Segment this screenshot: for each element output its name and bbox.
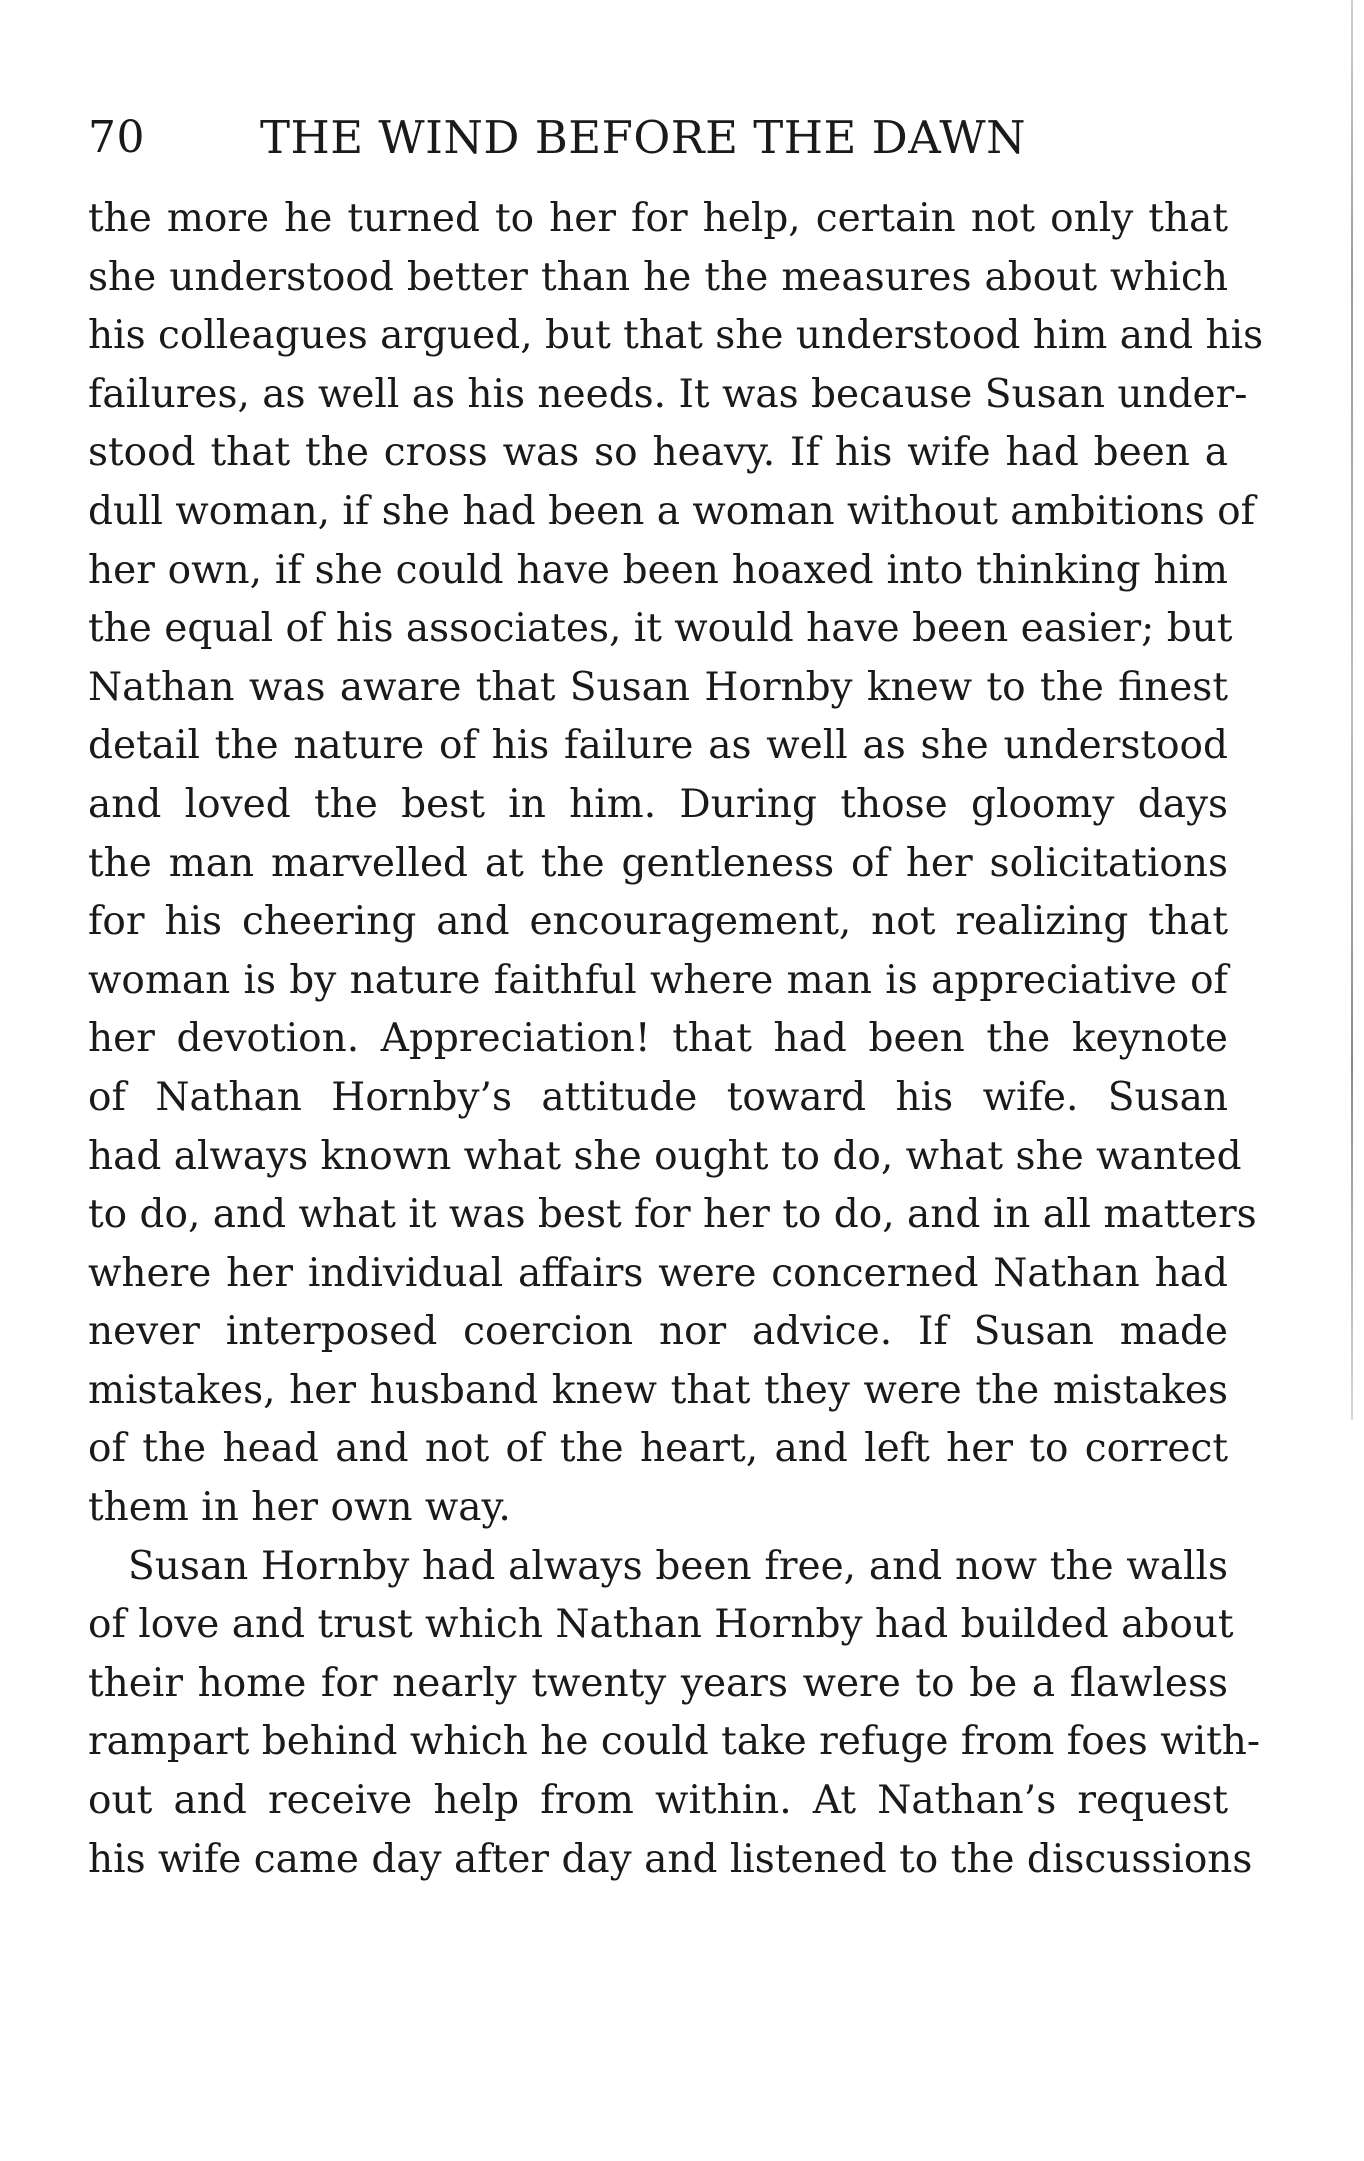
text-line-paragraph-end: them in her own way. <box>88 1485 511 1531</box>
text-line: the man marvelled at the gentleness of her solicitations <box>88 840 1228 886</box>
text-line: out and receive help from within. At Nathan’s request <box>88 1778 1228 1824</box>
text-line: her devotion. Appreciation! that had been the keynote <box>88 1016 1228 1062</box>
running-head <box>88 108 1228 168</box>
page-number: 70 <box>88 112 145 163</box>
text-line: Nathan was aware that Susan Hornby knew to the finest <box>88 664 1228 710</box>
text-line: never interposed coercion nor advice. If Susan made <box>88 1309 1228 1355</box>
text-line-paragraph-start: Susan Hornby had always been free, and now the walls <box>128 1543 1228 1589</box>
text-line: their home for nearly twenty years were to be a flawless <box>88 1660 1228 1706</box>
text-line: mistakes, her husband knew that they were the mistakes <box>88 1367 1228 1413</box>
text-line: her own, if she could have been hoaxed into thinking him <box>88 547 1228 593</box>
running-title: THE WIND BEFORE THE DAWN <box>260 111 1027 164</box>
text-line: had always known what she ought to do, what she wanted <box>88 1133 1242 1179</box>
text-line: the more he turned to her for help, certain not only that <box>88 196 1228 241</box>
text-line: where her individual affairs were concerned Nathan had <box>88 1250 1228 1296</box>
text-line: dull woman, if she had been a woman without ambitions of <box>88 488 1256 534</box>
text-line: rampart behind which he could take refuge from foes with- <box>88 1719 1261 1765</box>
text-line: stood that the cross was so heavy. If his wife had been a <box>88 430 1228 476</box>
text-line: his colleagues argued, but that she understood him and his <box>88 313 1264 359</box>
text-line: detail the nature of his failure as well as she understood <box>88 723 1228 769</box>
text-line: the equal of his associates, it would have been easier; but <box>88 606 1233 652</box>
scan-edge-shadow <box>1351 0 1353 1420</box>
text-line: woman is by nature faithful where man is appreciative of <box>88 957 1228 1003</box>
body-text <box>88 190 1264 1889</box>
text-line: to do, and what it was best for her to do, and in all matters <box>88 1192 1257 1238</box>
text-line: of the head and not of the heart, and left her to correct <box>88 1426 1228 1472</box>
text-line: failures, as well as his needs. It was because Susan under- <box>88 371 1248 417</box>
text-line: his wife came day after day and listened to the discussions <box>88 1836 1253 1882</box>
text-line: of love and trust which Nathan Hornby had builded about <box>88 1602 1234 1648</box>
text-line: she understood better than he the measures about which <box>88 254 1228 300</box>
text-line: for his cheering and encouragement, not realizing that <box>88 899 1228 945</box>
text-line: and loved the best in him. During those gloomy days <box>88 781 1228 827</box>
text-line: of Nathan Hornby’s attitude toward his wife. Susan <box>88 1074 1228 1120</box>
